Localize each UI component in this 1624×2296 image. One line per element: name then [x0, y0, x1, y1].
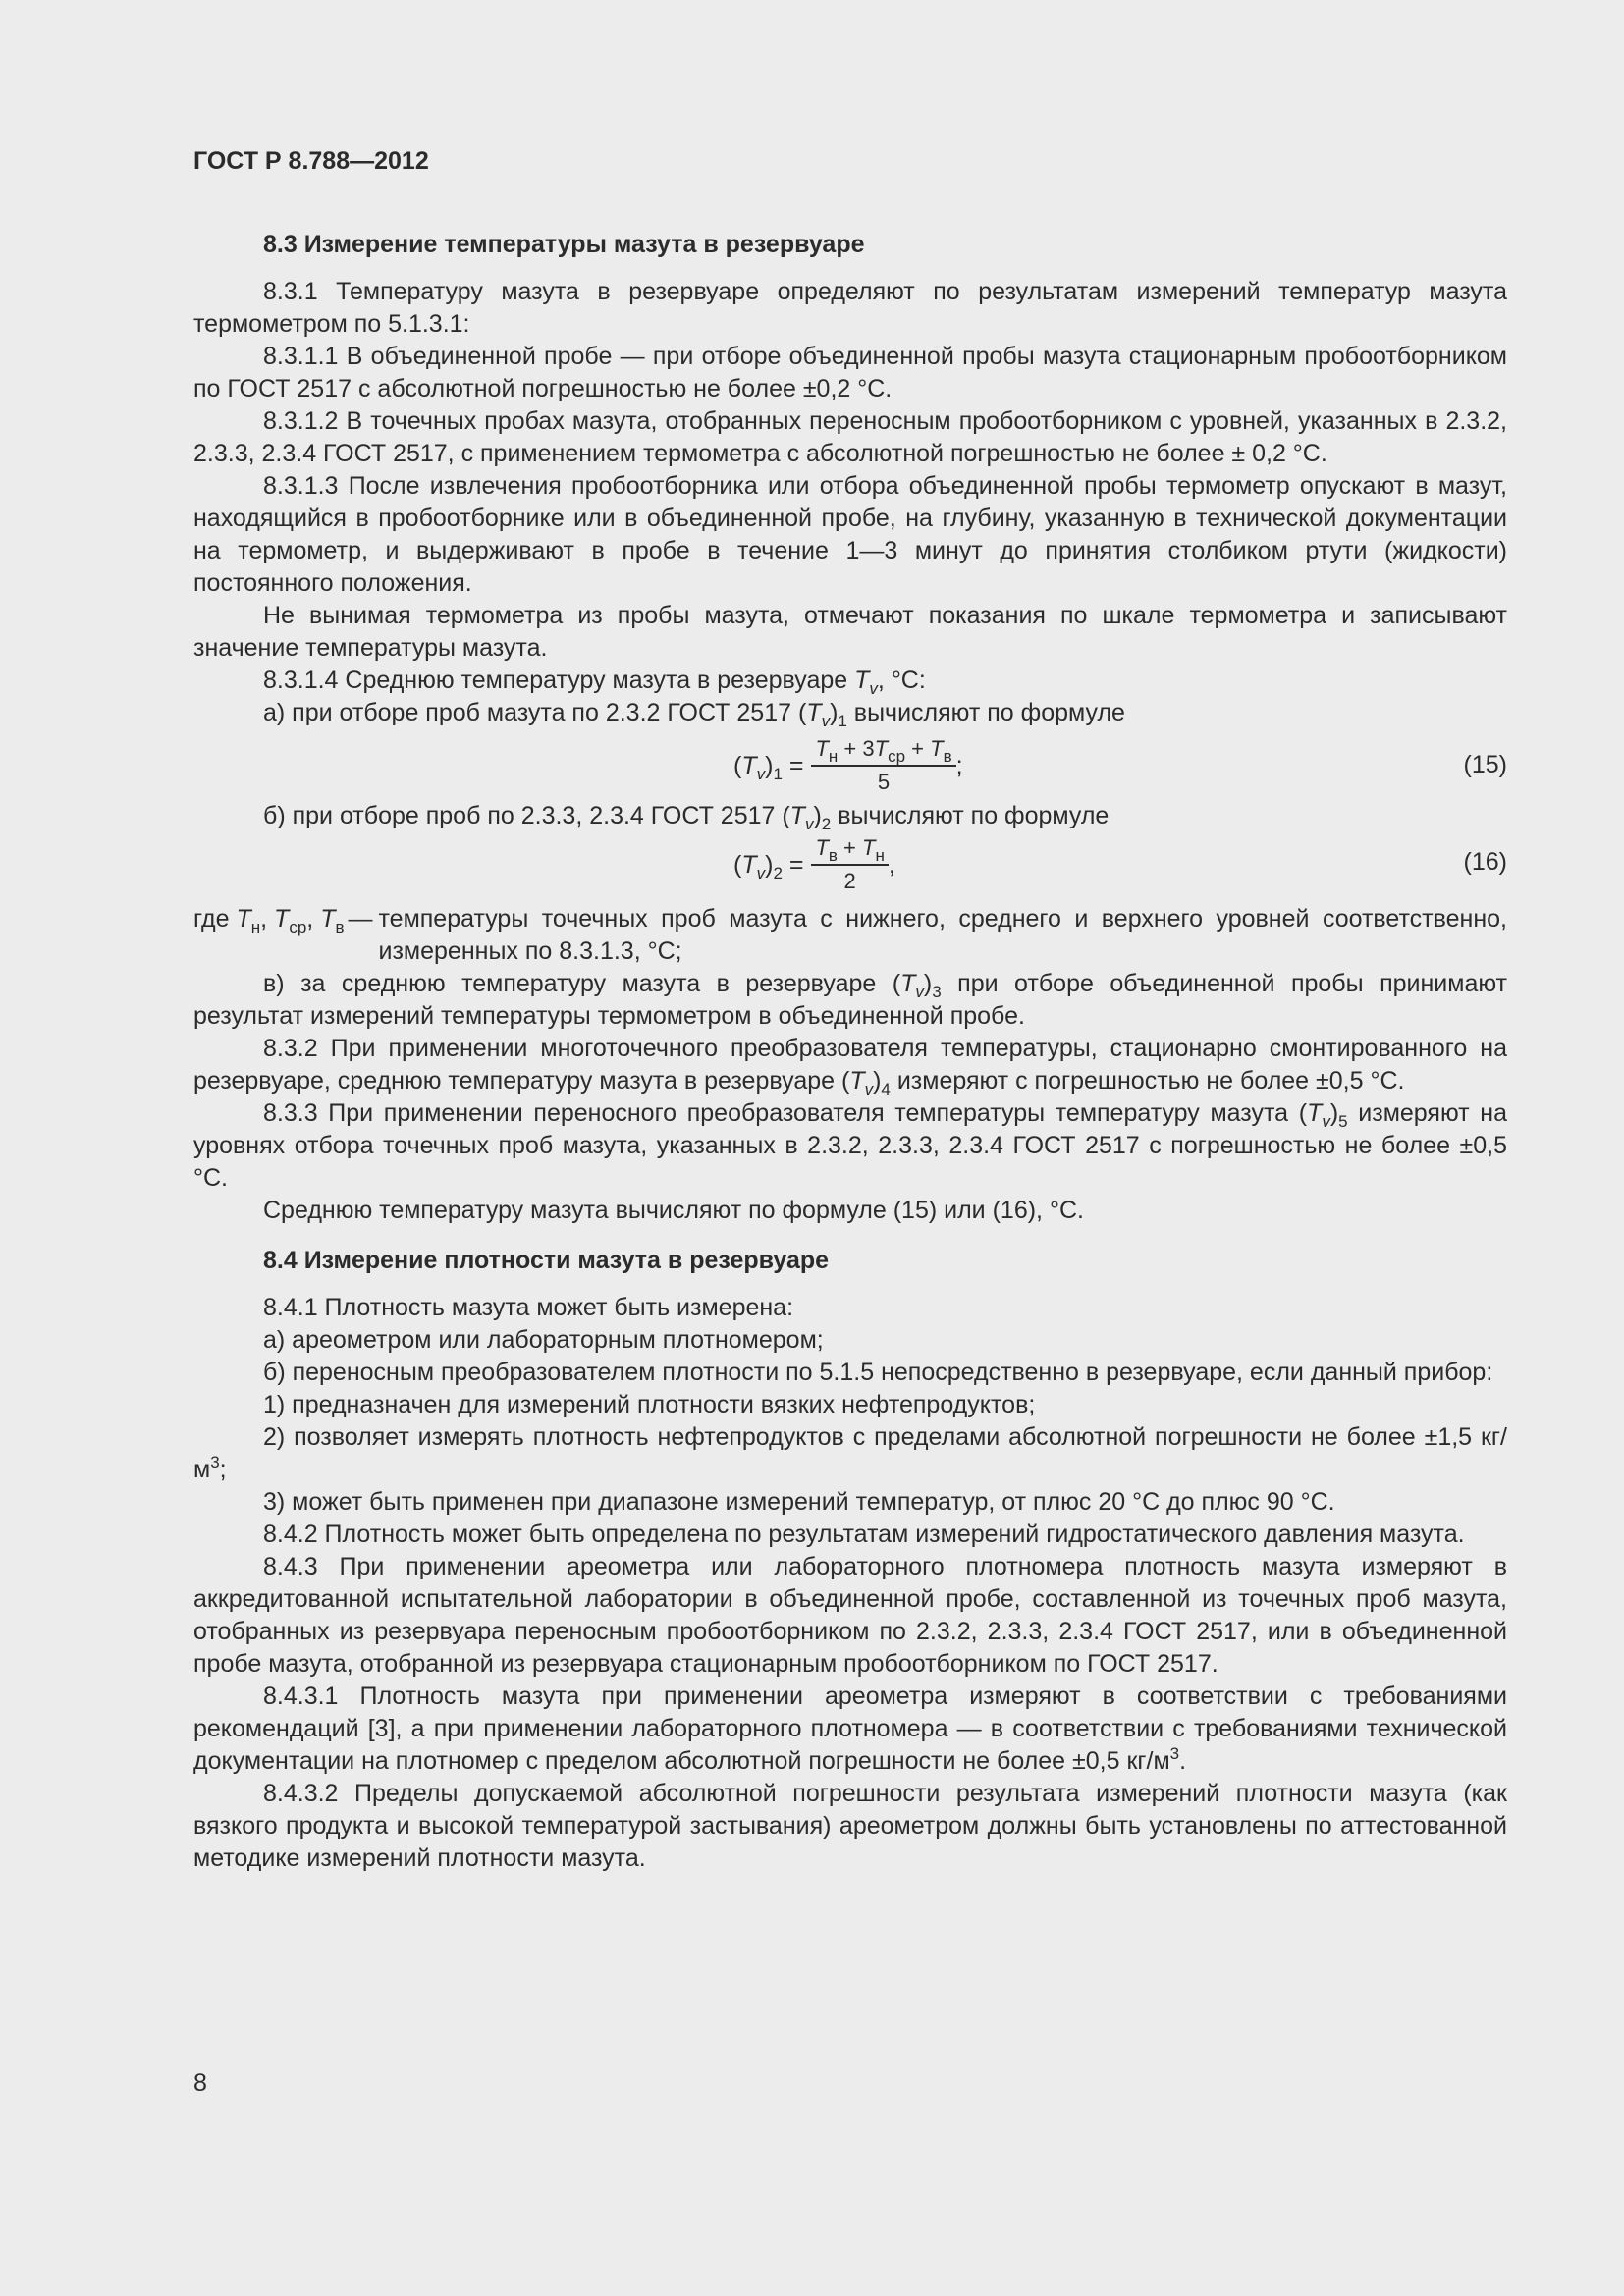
where-explanation: где $T_н$, $T_{ср}$, $T_в$ — температуры точечных проб мазута с нижнего, среднего и верхнего уровней соответственно, измеренных по 8.3.1.3, °С;	[193, 905, 1507, 965]
numerator: $T_в + T_н$	[811, 834, 888, 866]
formula-16-expression: $(T_v)_2$ = $\frac{T_в + T_н}{2}$ ,	[733, 835, 895, 893]
formula-15-expression: $(T_v)_1$ = $\frac{T_н + 3T_{ср} + T_в}{5}$ ;	[733, 736, 963, 794]
list-item-3: 3) может быть применен при диапазоне измерений температур, от плюс 20 °С до плюс 90 °С.	[263, 1488, 1335, 1516]
list-item-1: 1) предназначен для измерений плотности вязких нефтепродуктов;	[263, 1391, 1036, 1418]
paragraph-item-a: а) при отборе проб мазута по 2.3.2 ГОСТ 2517 $(T_v)_1$ вычисляют по формуле	[263, 699, 1125, 730]
page-content	[193, 145, 1507, 1875]
fraction	[811, 735, 955, 796]
fraction	[811, 834, 888, 895]
section-heading-8-3: 8.3 Измерение температуры мазута в резервуаре	[263, 231, 865, 258]
denominator: 5	[877, 770, 891, 794]
paragraph-item-v: в) за среднюю температуру мазута в резервуаре $(T_v)_3$ при отборе объединенной пробы принимают результат измерений температуры термометром в объединенной пробе.	[193, 970, 1507, 1030]
paragraph-no-remove: Не вынимая термометра из пробы мазута, отмечают показания по шкале термометра и записывают значение температуры мазута.	[193, 602, 1507, 662]
paragraph-8-3-1-3: 8.3.1.3 После извлечения пробоотборника или отбора объединенной пробы термометр опускают в мазут, находящийся в пробоотборнике или в объединенной пробе, на глубину, указанную в технической документации на термометр, и выдерживают в пробе в течение 1—3 минут до принятия столбиком ртути (жидкости) постоянного положения.	[193, 472, 1507, 597]
document-code: ГОСТ Р 8.788—2012	[193, 147, 429, 175]
denominator: 2	[843, 869, 856, 893]
paragraph-item-b: б) при отборе проб по 2.3.3, 2.3.4 ГОСТ 2517 $(T_v)_2$ вычисляют по формуле	[263, 802, 1110, 833]
paragraph-8-3-1-1: 8.3.1.1 В объединенной пробе — при отборе объединенной пробы мазута стационарным пробоотборником по ГОСТ 2517 с абсолютной погрешностью не более ±0,2 °С.	[193, 343, 1507, 402]
paragraph-8-3-1: 8.3.1 Температуру мазута в резервуаре определяют по результатам измерений температур мазута термометром по 5.1.3.1:	[193, 278, 1507, 338]
equation-number-16: (16)	[1463, 848, 1507, 876]
paragraph-8-4-3: 8.4.3 При применении ареометра или лабораторного плотномера плотность мазута измеряют в аккредитованной испытательной лаборатории в объединенной пробе, составленной из точечных проб мазута, отобранных из резервуара переносным пробоотборником по 2.3.2, 2.3.3, 2.3.4 ГОСТ 2517, или в объединенной пробе мазута, отобранной из резервуара стационарным пробоотборником по ГОСТ 2517.	[193, 1553, 1507, 1678]
paragraph-8-4-3-1: 8.4.3.1 Плотность мазута при применении ареометра измеряют в соответствии с требованиями рекомендаций [3], а при применении лабораторного плотномера — в соответствии с требованиями технической документации на плотномер с пределом абсолютной погрешности не более ±0,5 $кг/м^3$.	[193, 1682, 1507, 1775]
paragraph-8-3-1-4: 8.3.1.4 Среднюю температуру мазута в резервуаре $T_v$, °С:	[263, 667, 926, 698]
list-item-2: 2) позволяет измерять плотность нефтепродуктов с пределами абсолютной погрешности не более ±1,5 $кг/м^3$;	[193, 1423, 1507, 1483]
equation-number-15: (15)	[1463, 751, 1507, 778]
section-heading-8-4: 8.4 Измерение плотности мазута в резервуаре	[263, 1247, 830, 1274]
paragraph-8-3-1-2: 8.3.1.2 В точечных пробах мазута, отобранных переносным пробоотборником с уровней, указанных в 2.3.2, 2.3.3, 2.3.4 ГОСТ 2517, с применением термометра с абсолютной погрешностью не более ± 0,2 °С.	[193, 407, 1507, 467]
paragraph-8-3-2: 8.3.2 При применении многоточечного преобразователя температуры, стационарно смонтированного на резервуаре, среднюю температуру мазута в резервуаре $(T_v)_4$ измеряют с погрешностью не более ±0,5 °С.	[193, 1035, 1507, 1098]
formula-16	[193, 834, 1507, 895]
formula-15	[193, 733, 1507, 798]
page-number: 8	[193, 2069, 207, 2097]
paragraph-8-3-3: 8.3.3 При применении переносного преобразователя температуры температуру мазута $(T_v)_5$ измеряют на уровнях отбора точечных проб мазута, указанных в 2.3.2, 2.3.3, 2.3.4 ГОСТ 2517 с погрешностью не более ±0,5 °С.	[193, 1099, 1507, 1192]
paragraph-8-4-1: 8.4.1 Плотность мазута может быть измерена:	[263, 1294, 794, 1321]
list-item-b: б) переносным преобразователем плотности по 5.1.5 непосредственно в резервуаре, если данный прибор:	[263, 1359, 1493, 1386]
list-item-a: а) ареометром или лабораторным плотномером;	[263, 1326, 824, 1354]
numerator: $T_н + 3T_{ср} + T_в$	[811, 735, 955, 767]
paragraph-8-4-2: 8.4.2 Плотность может быть определена по результатам измерений гидростатического давления мазута.	[263, 1521, 1465, 1548]
paragraph-average: Среднюю температуру мазута вычисляют по формуле (15) или (16), °С.	[263, 1197, 1084, 1224]
text: 8.3.1.4 Среднюю температуру мазута в резервуаре	[263, 667, 848, 694]
paragraph-8-4-3-2: 8.4.3.2 Пределы допускаемой абсолютной погрешности результата измерений плотности мазута (как вязкого продукта и высокой температурой застывания) ареометром должны быть установлены по аттестованной методике измерений плотности мазута.	[193, 1780, 1507, 1872]
